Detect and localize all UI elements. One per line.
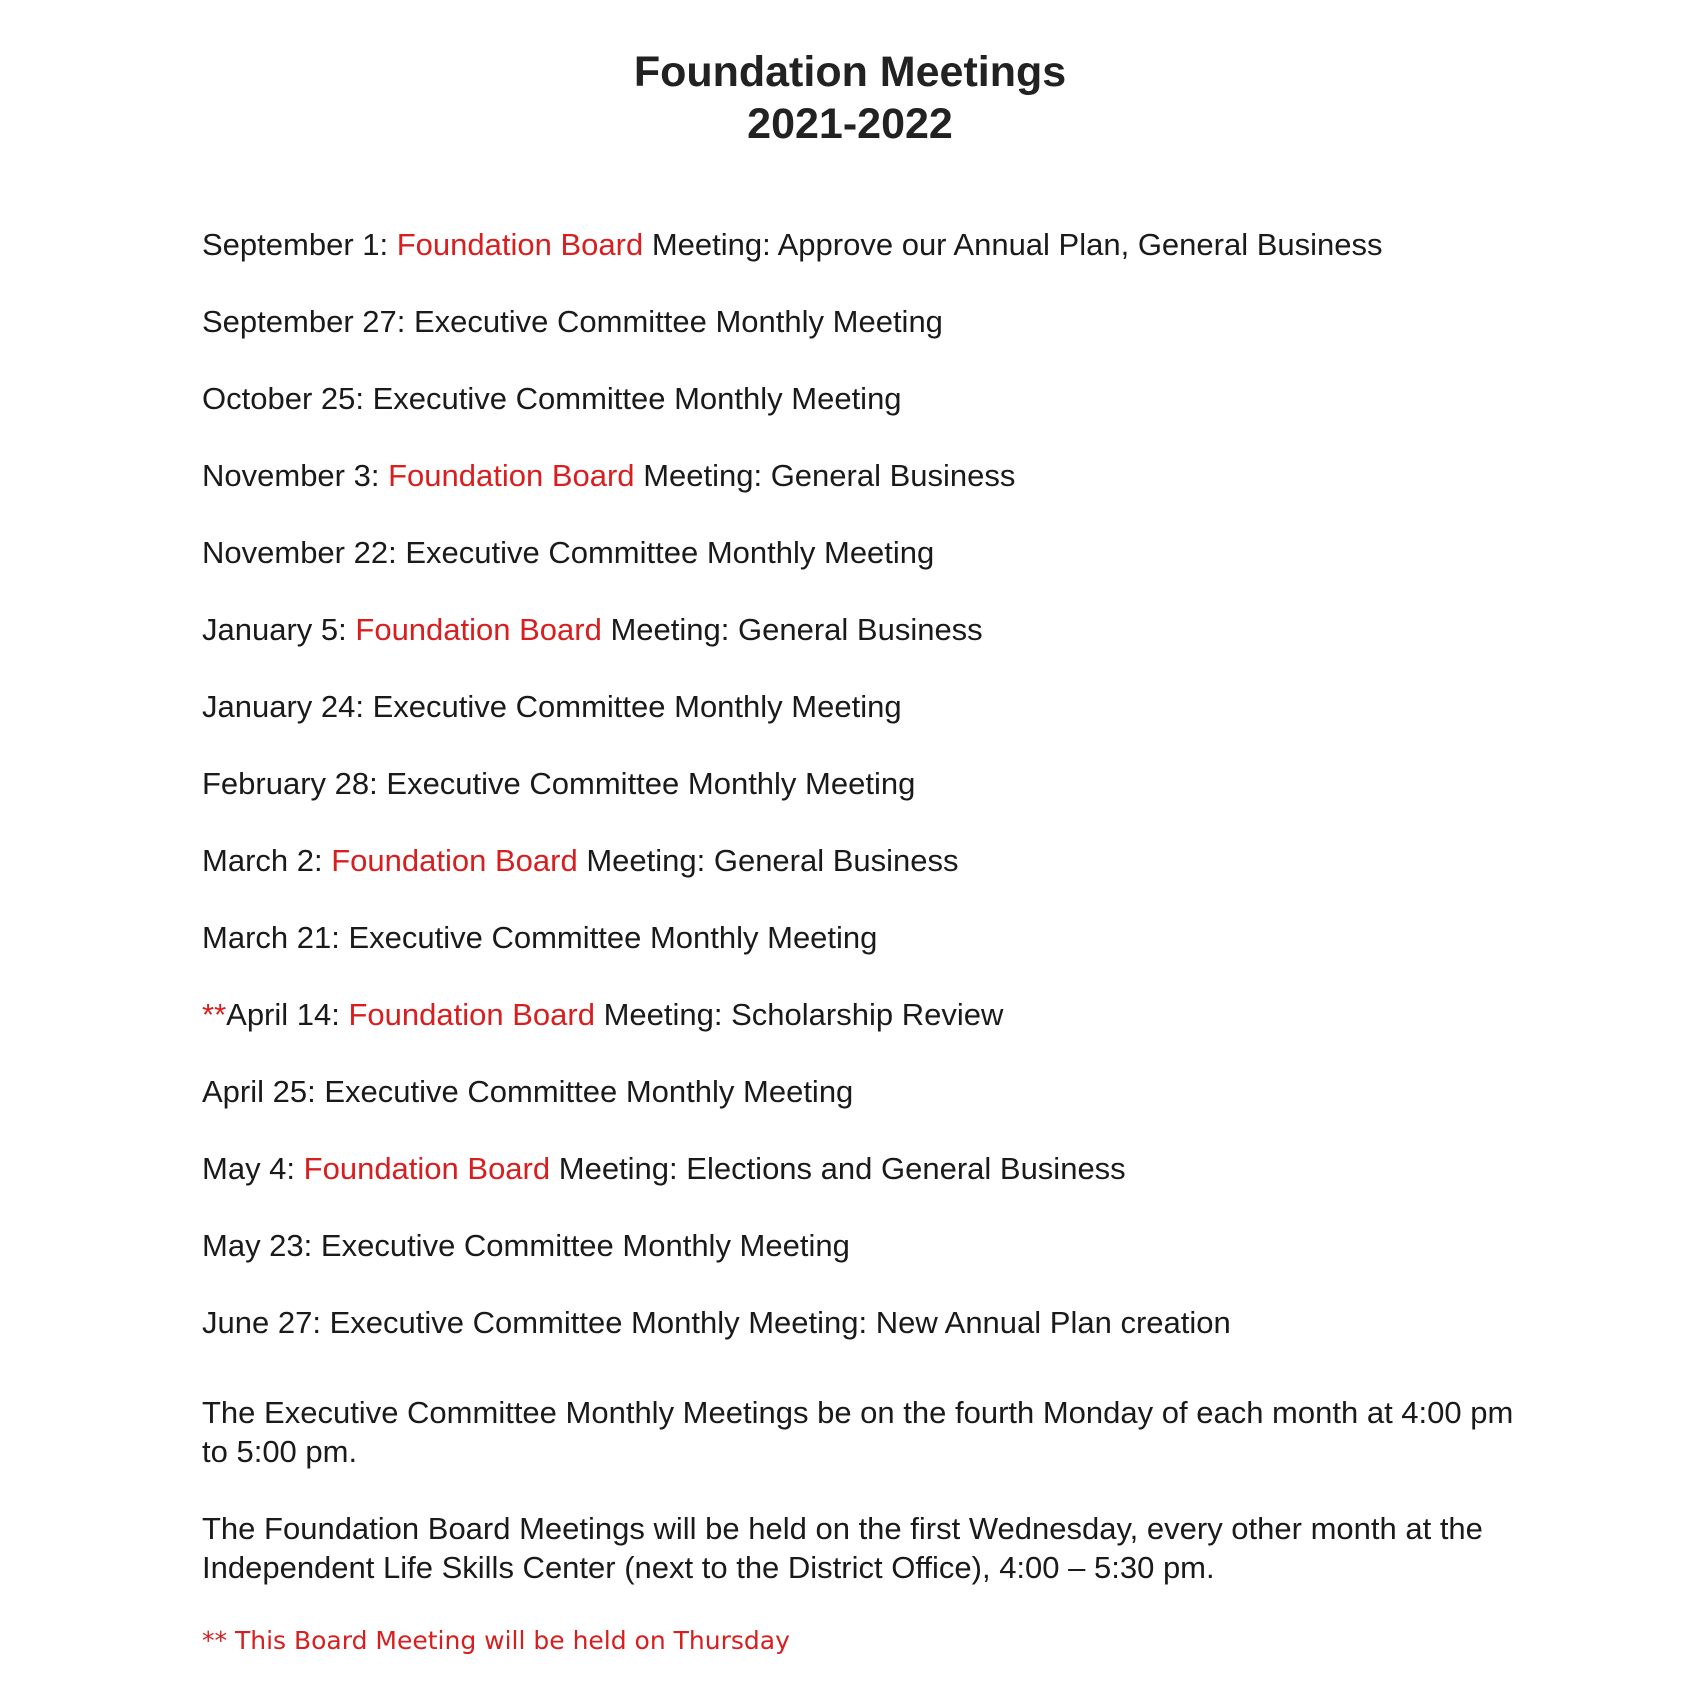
meeting-description: Executive Committee Monthly Meeting xyxy=(320,1228,850,1263)
meeting-list xyxy=(202,225,1532,1380)
meeting-item xyxy=(202,1226,1532,1266)
executive-committee-note: The Executive Committee Monthly Meetings be on the fourth Monday of each month at 4:00 pm to 5:00 pm. xyxy=(202,1395,1514,1469)
meeting-date: May 23: xyxy=(202,1228,313,1263)
meeting-description: Meeting: General Business xyxy=(643,458,1016,493)
meeting-board-name: Foundation Board xyxy=(348,997,595,1032)
meeting-board-name: Foundation Board xyxy=(303,1151,551,1186)
meeting-board-name: Foundation Board xyxy=(396,227,644,262)
meeting-board-name: Foundation Board xyxy=(388,458,635,493)
meeting-description: Executive Committee Monthly Meeting xyxy=(372,689,902,724)
meeting-description: Executive Committee Monthly Meeting xyxy=(413,304,943,339)
meeting-description: Meeting: General Business xyxy=(586,843,959,878)
meeting-description: Meeting: Approve our Annual Plan, General Business xyxy=(651,227,1383,262)
meeting-item xyxy=(202,1072,1532,1112)
meeting-date: June 27: xyxy=(202,1305,321,1340)
meeting-item xyxy=(202,1149,1532,1189)
meeting-board-name: Foundation Board xyxy=(355,612,602,647)
meeting-item xyxy=(202,302,1532,342)
meeting-item xyxy=(202,995,1532,1035)
meeting-item xyxy=(202,918,1532,958)
meeting-item xyxy=(202,379,1532,419)
meeting-item xyxy=(202,1303,1532,1343)
meeting-description: Executive Committee Monthly Meeting: New Annual Plan creation xyxy=(329,1305,1231,1340)
meeting-description: Executive Committee Monthly Meeting xyxy=(348,920,878,955)
meeting-item xyxy=(202,841,1532,881)
meeting-date: September 27: xyxy=(202,304,406,339)
meeting-date: November 3: xyxy=(202,458,380,493)
meeting-date: January 5: xyxy=(202,612,347,647)
page-title xyxy=(0,46,1700,150)
meeting-date: February 28: xyxy=(202,766,378,801)
meeting-item xyxy=(202,533,1532,573)
foundation-board-note: The Foundation Board Meetings will be held on the first Wednesday, every other month at the Independent Life Skills Center (next to the District Office), 4:00 – 5:30 pm. xyxy=(202,1511,1483,1585)
title-line-2: 2021-2022 xyxy=(747,100,953,148)
meeting-date: April 14: xyxy=(226,997,340,1032)
meeting-date: January 24: xyxy=(202,689,364,724)
meeting-description: Executive Committee Monthly Meeting xyxy=(372,381,902,416)
meeting-item xyxy=(202,764,1532,804)
meeting-date: March 2: xyxy=(202,843,323,878)
meeting-item xyxy=(202,225,1532,265)
footnote-marker: ** xyxy=(202,997,227,1032)
meeting-description: Meeting: Elections and General Business xyxy=(558,1151,1126,1186)
meeting-date: May 4: xyxy=(202,1151,296,1186)
meeting-date: April 25: xyxy=(202,1074,316,1109)
meeting-item xyxy=(202,456,1532,496)
meeting-description: Meeting: Scholarship Review xyxy=(603,997,1004,1032)
meeting-date: March 21: xyxy=(202,920,340,955)
meeting-date: September 1: xyxy=(202,227,389,262)
thursday-footnote: ** This Board Meeting will be held on Thursday xyxy=(202,1626,790,1655)
meeting-board-name: Foundation Board xyxy=(331,843,578,878)
meeting-description: Executive Committee Monthly Meeting xyxy=(324,1074,854,1109)
title-line-1: Foundation Meetings xyxy=(633,48,1067,96)
meeting-date: October 25: xyxy=(202,381,364,416)
meeting-date: November 22: xyxy=(202,535,397,570)
meeting-description: Meeting: General Business xyxy=(610,612,983,647)
meeting-description: Executive Committee Monthly Meeting xyxy=(405,535,935,570)
meeting-item xyxy=(202,687,1532,727)
meeting-item xyxy=(202,610,1532,650)
meeting-description: Executive Committee Monthly Meeting xyxy=(386,766,916,801)
